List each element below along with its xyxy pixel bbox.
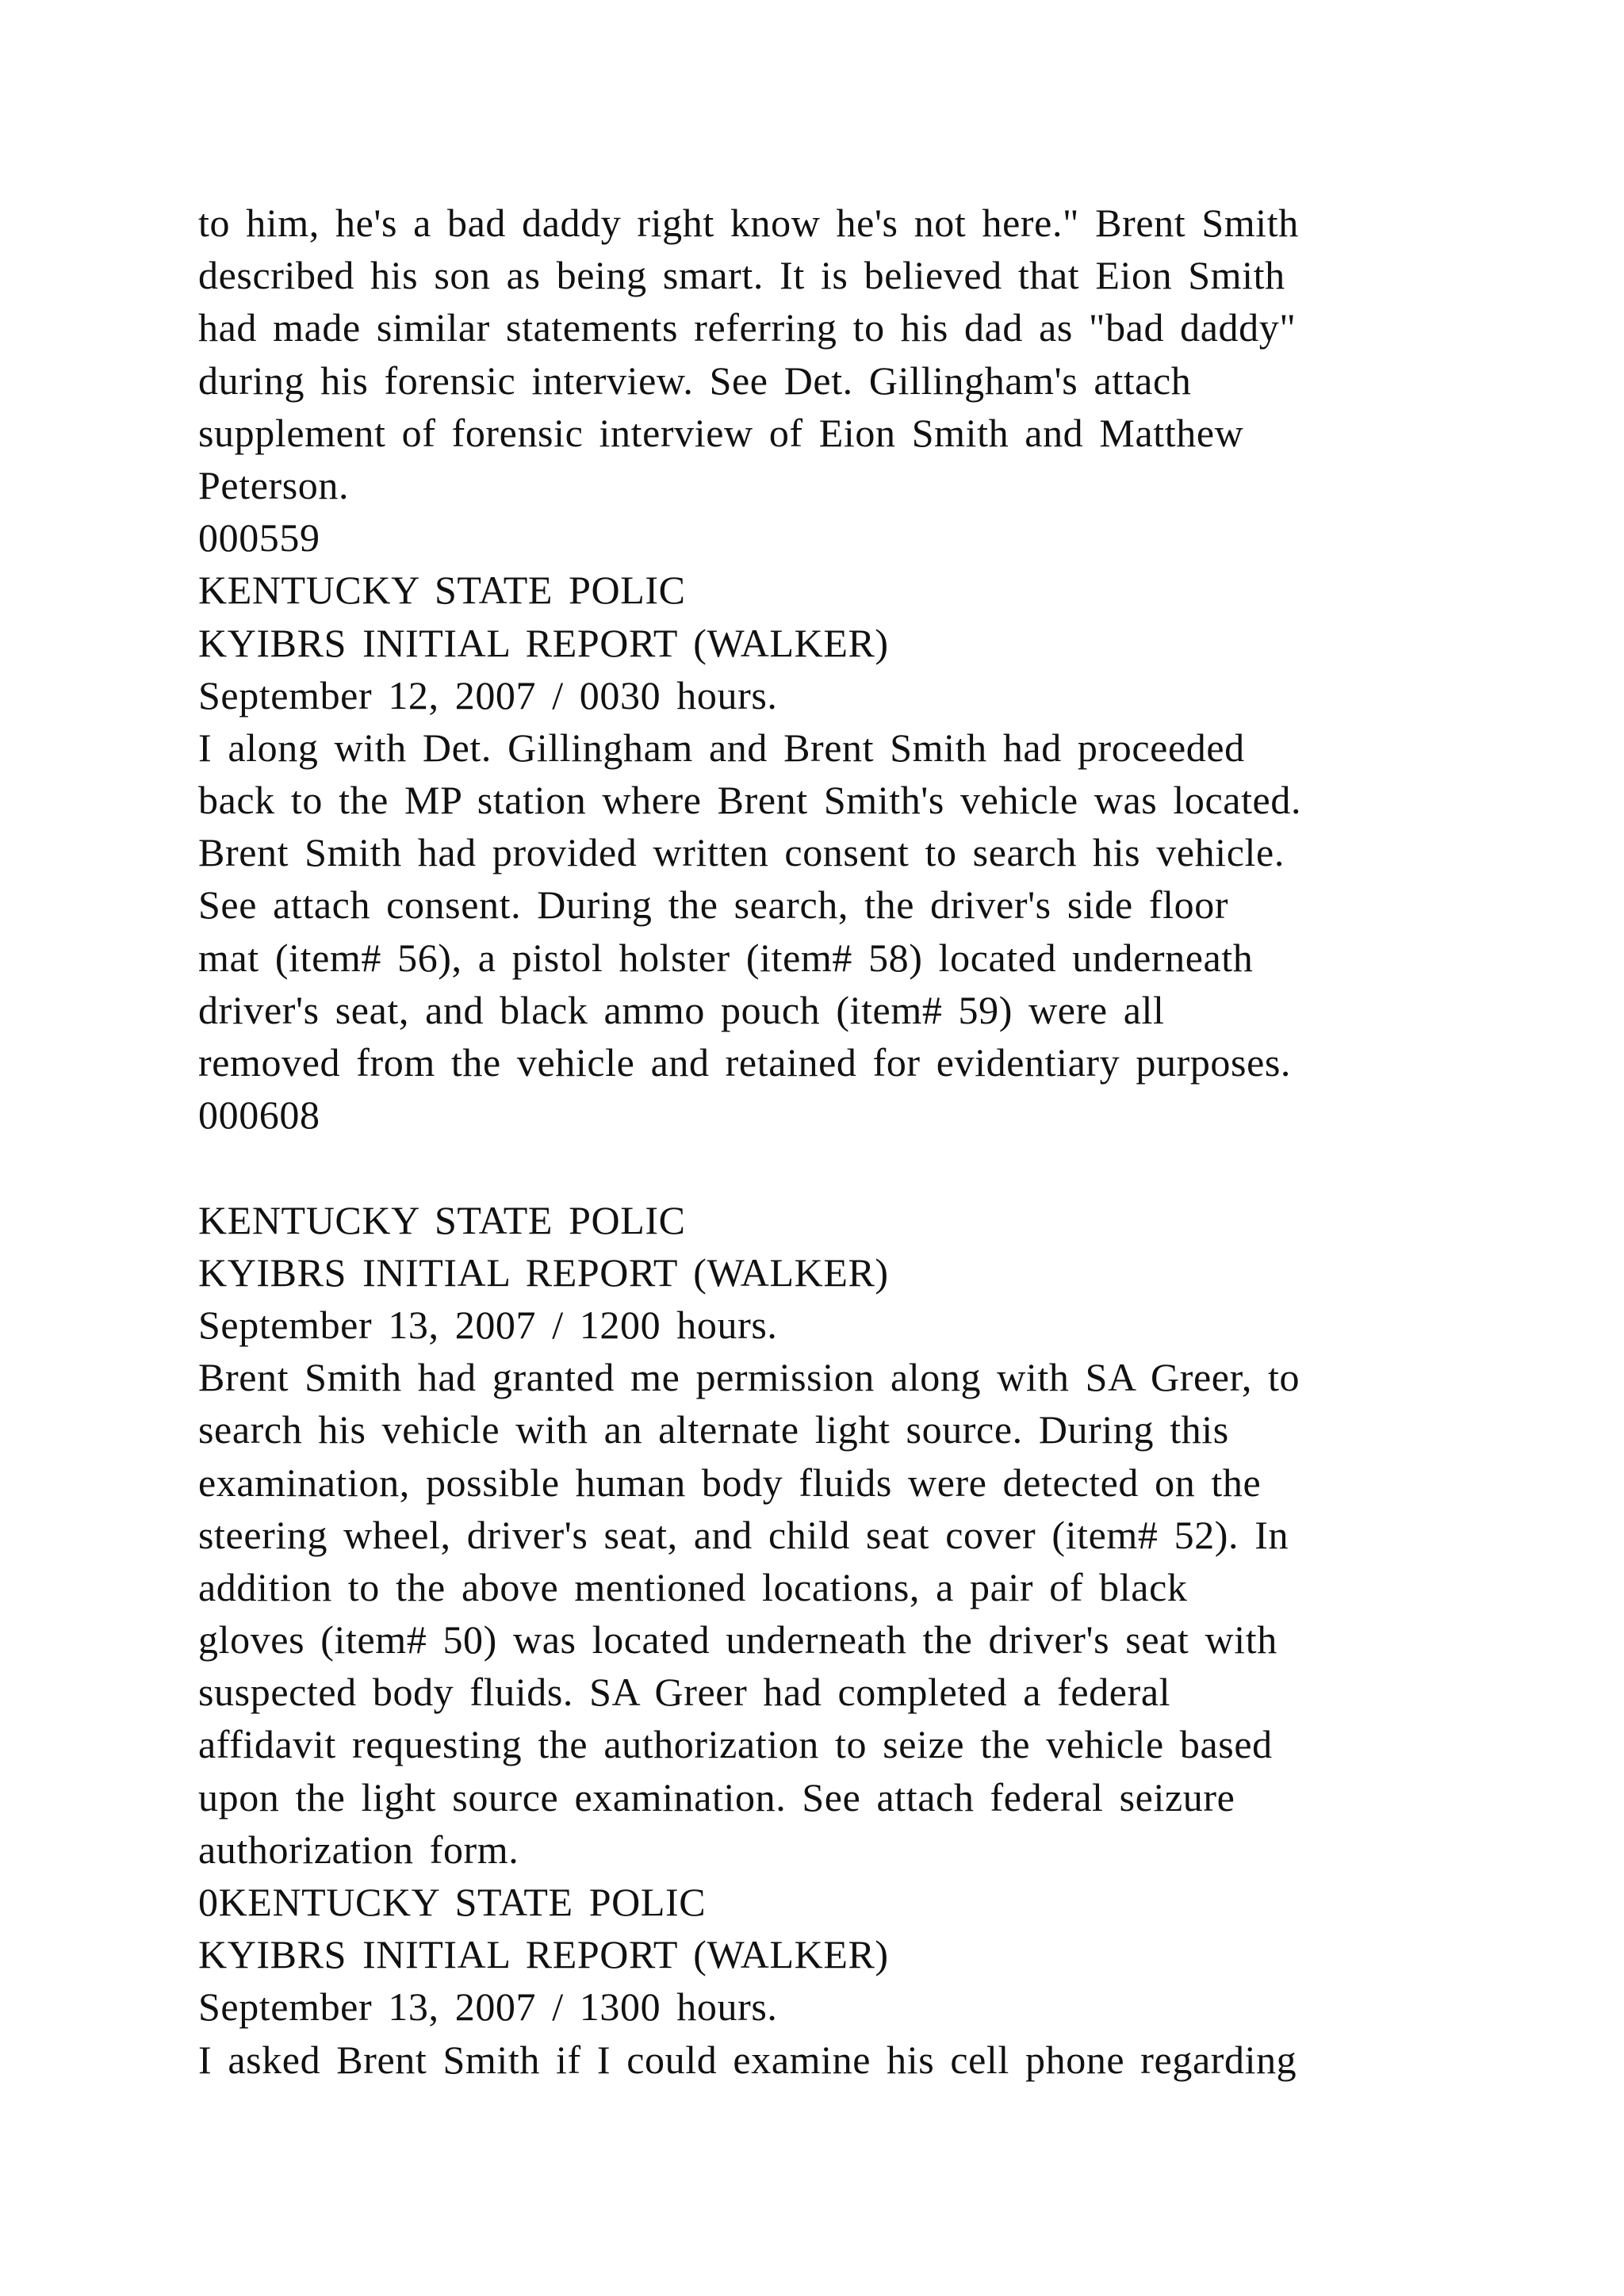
- text-line: to him, he's a bad daddy right know he's not here." Brent Smith: [198, 201, 1299, 245]
- section-header-agency: KENTUCKY STATE POLIC: [198, 1197, 686, 1242]
- text-line: search his vehicle with an alternate light source. During this: [198, 1407, 1229, 1452]
- section-header-report: KYIBRS INITIAL REPORT (WALKER): [198, 1249, 889, 1295]
- section-header-agency: 0KENTUCKY STATE POLIC: [198, 1880, 707, 1924]
- text-line: during his forensic interview. See Det. Gillingham's attach: [198, 358, 1192, 403]
- section-header-report: KYIBRS INITIAL REPORT (WALKER): [198, 1932, 889, 1977]
- text-line: authorization form.: [198, 1827, 519, 1872]
- section-header-date: September 12, 2007 / 0030 hours.: [198, 672, 778, 718]
- text-line: supplement of forensic interview of Eion Smith and Matthew: [198, 410, 1244, 455]
- text-line: suspected body fluids. SA Greer had completed a federal: [198, 1670, 1171, 1715]
- text-line: examination, possible human body fluids were detected on the: [198, 1460, 1262, 1505]
- text-line: See attach consent. During the search, the driver's side floor: [198, 882, 1229, 928]
- text-line: back to the MP station where Brent Smith's vehicle was located.: [198, 778, 1302, 823]
- section-header-date: September 13, 2007 / 1300 hours.: [198, 1984, 778, 2030]
- text-line: upon the light source examination. See attach federal seizure: [198, 1774, 1235, 1820]
- section-header-agency: KENTUCKY STATE POLIC: [198, 568, 686, 613]
- page-number: 000608: [198, 1093, 320, 1138]
- text-line: I along with Det. Gillingham and Brent Smith had proceeded: [198, 725, 1245, 770]
- text-line: had made similar statements referring to his dad as "bad daddy": [198, 305, 1297, 350]
- text-line: mat (item# 56), a pistol holster (item# 58) located underneath: [198, 935, 1254, 980]
- text-line: addition to the above mentioned locations, a pair of black: [198, 1564, 1188, 1609]
- report-text-body: [198, 197, 1435, 2086]
- text-line: gloves (item# 50) was located underneath the driver's seat with: [198, 1617, 1277, 1663]
- text-line: removed from the vehicle and retained for evidentiary purposes.: [198, 1040, 1292, 1085]
- text-line: I asked Brent Smith if I could examine his cell phone regarding: [198, 2037, 1297, 2082]
- section-header-date: September 13, 2007 / 1200 hours.: [198, 1302, 778, 1347]
- text-line: steering wheel, driver's seat, and child seat cover (item# 52). In: [198, 1512, 1289, 1557]
- text-line: Peterson.: [198, 462, 350, 507]
- text-line: described his son as being smart. It is believed that Eion Smith: [198, 253, 1285, 298]
- text-line: Brent Smith had provided written consent to search his vehicle.: [198, 830, 1285, 875]
- blank-line: [198, 1141, 1435, 1193]
- section-header-report: KYIBRS INITIAL REPORT (WALKER): [198, 620, 889, 665]
- text-line: Brent Smith had granted me permission along with SA Greer, to: [198, 1355, 1300, 1400]
- page-number: 000559: [198, 515, 320, 561]
- text-line: driver's seat, and black ammo pouch (item# 59) were all: [198, 987, 1165, 1032]
- text-line: affidavit requesting the authorization to seize the vehicle based: [198, 1722, 1273, 1767]
